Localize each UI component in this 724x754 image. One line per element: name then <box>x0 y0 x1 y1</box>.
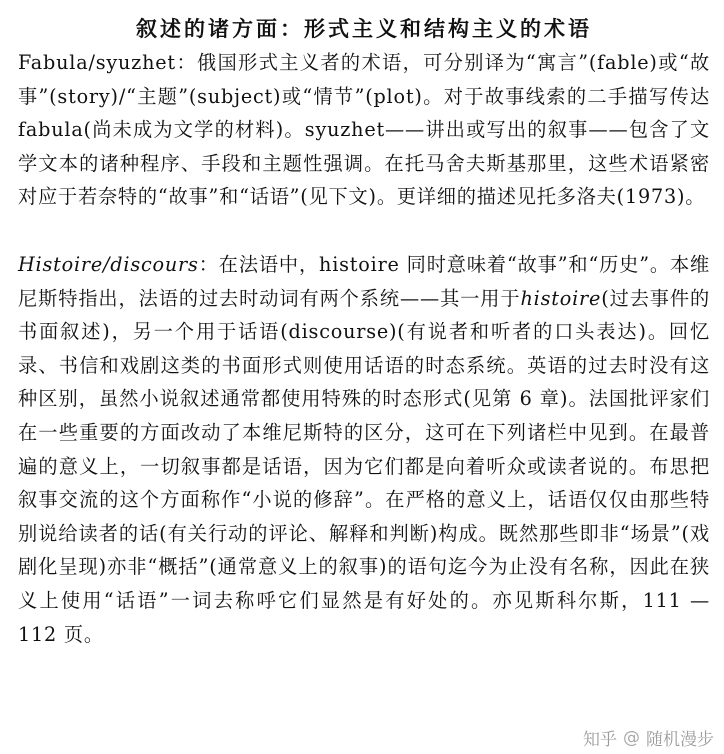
entry-term: Histoire/discours <box>18 252 199 276</box>
paragraph-gap <box>18 214 710 248</box>
entry-text: ：俄国形式主义者的术语，可分别译为“寓言”(fable)或“故事”(story)/“主题”(subject)或“情节”(plot)。对于故事线索的二手描写传达 fabula(尚未成为文学的材料)。syuzhet——讲出或写出的叙事——包含了文学文本的诸种程序、手段和主题性强调。在托马舍夫斯基那里，这些术语紧密对应于若奈特的“故事”和“话语”(见下文)。更详细的描述见托多洛夫(1973)。 <box>18 51 710 209</box>
watermark-site: 知乎 <box>583 730 617 750</box>
entry-term: Fabula/syuzhet <box>18 51 176 74</box>
watermark-author: 随机漫步 <box>646 730 714 750</box>
entry-fabula-syuzhet <box>18 46 710 214</box>
entry-text: ：在法语中，histoire 同时意味着“故事”和“历史”。本维尼斯特指出，法语的过去时动词有两个系统——其一用于 <box>18 252 710 310</box>
entry-inline-term: histoire <box>520 286 602 310</box>
page-title: 叙述的诸方面：形式主义和结构主义的术语 <box>136 16 592 41</box>
entry-histoire-discours <box>18 248 710 651</box>
entry-text: (过去事件的书面叙述)，另一个用于话语(discourse)(有说者和听者的口头表达)。回忆录、书信和戏剧这类的书面形式则使用话语的时态系统。英语的过去时没有这种区别，虽然小说叙述通常都使用特殊的时态形式(见第 6 章)。法国批评家们在一些重要的方面改动了本维尼斯特的区分，这可在下列诸栏中见到。在最普遍的意义上，一切叙事都是话语，因为它们都是向着听众或读者说的。布思把叙事交流的这个方面称作“小说的修辞”。在严格的意义上，话语仅仅由那些特别说给读者的话(有关行动的评论、解释和判断)构成。既然那些即非“场景”(戏剧化呈现)亦非“概括”(通常意义上的叙事)的语句迄今为止没有名称，因此在狭义上使用“话语”一词去称呼它们显然是有好处的。亦见斯科尔斯，111 — 112 页。 <box>18 286 710 646</box>
watermark-separator: @ <box>623 727 640 748</box>
watermark <box>583 725 714 750</box>
